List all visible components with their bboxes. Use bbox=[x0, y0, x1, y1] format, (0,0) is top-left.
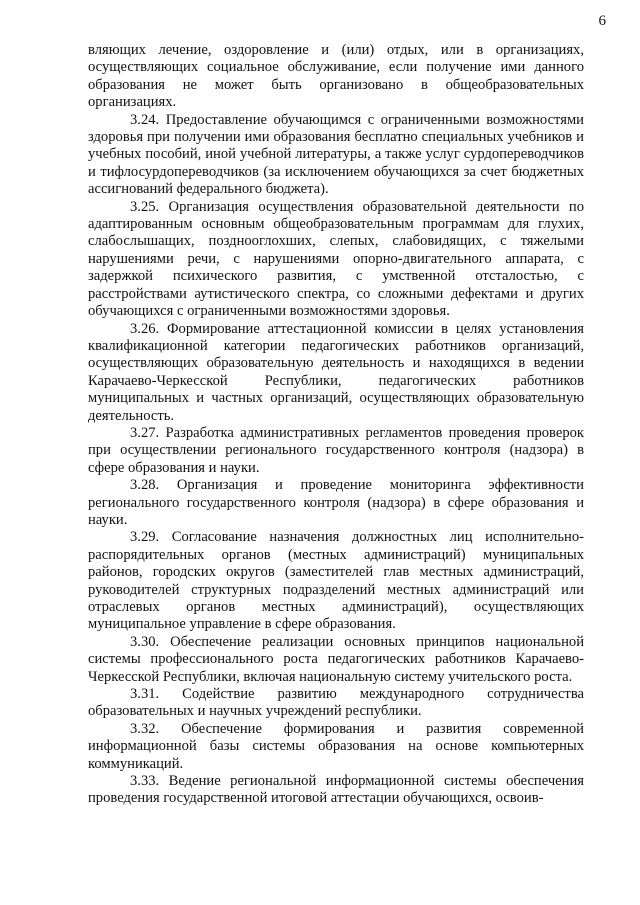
paragraph-3-28: 3.28. Организация и проведение мониторинга эффективности регионального государственного контроля (надзора) в сфере образования и науки. bbox=[88, 477, 584, 528]
paragraph-3-27: 3.27. Разработка административных регламентов проведения проверок при осуществлении регионального государственного контроля (надзора) в сфере образования и науки. bbox=[88, 424, 584, 476]
paragraph-3-31: 3.31. Содействие развитию международного сотрудничества образовательных и научных учреждений республики. bbox=[88, 686, 584, 720]
document-body bbox=[88, 42, 584, 808]
paragraph-3-33: 3.33. Ведение региональной информационной системы обеспечения проведения государственной итоговой аттестации обучающихся, освоив- bbox=[88, 773, 584, 807]
paragraph-continuation: вляющих лечение, оздоровление и (или) отдых, или в организациях, осуществляющих социальное обслуживание, если получение ими данного образования не может быть организовано в общеобразовательных организациях. bbox=[88, 42, 584, 111]
paragraph-3-25: 3.25. Организация осуществления образовательной деятельности по адаптированным основным общеобразовательным программам для глухих, слабослышащих, позднооглохших, слепых, слабовидящих, с тяжелыми нарушениями речи, с нарушениями опорно-двигательного аппарата, с задержкой психического развития, с умственной отсталостью, с расстройствами аутистического спектра, со сложными дефектами и других обучающихся с ограниченными возможностями здоровья. bbox=[88, 198, 584, 320]
paragraph-3-30: 3.30. Обеспечение реализации основных принципов национальной системы профессионального роста педагогических работников Карачаево-Черкесской Республики, включая национальную систему учительского роста. bbox=[88, 633, 584, 685]
paragraph-3-32: 3.32. Обеспечение формирования и развития современной информационной базы системы образования на основе компьютерных коммуникаций. bbox=[88, 720, 584, 772]
paragraph-3-24: 3.24. Предоставление обучающимся с ограниченными возможностями здоровья при получении ими образования бесплатно специальных учебников и учебных пособий, иной учебной литературы, а также услуг сурдопереводчиков и тифлосурдопереводчиков (за исключением обучающихся за счет бюджетных ассигнований федерального бюджета). bbox=[88, 111, 584, 198]
paragraph-3-26: 3.26. Формирование аттестационной комиссии в целях установления квалификационной категории педагогических работников организаций, осуществляющих образовательную деятельность и находящихся в ведении Карачаево-Черкесской Республики, педагогических работников муниципальных и частных организаций, осуществляющих образовательную деятельность. bbox=[88, 320, 584, 424]
page-number: 6 bbox=[598, 13, 606, 29]
paragraph-3-29: 3.29. Согласование назначения должностных лиц исполнительно-распорядительных органов (местных администраций) муниципальных районов, городских округов (заместителей глав местных администраций, руководителей структурных подразделений местных администраций или отраслевых органов местных администраций), осуществляющих муниципальное управление в сфере образования. bbox=[88, 529, 584, 633]
